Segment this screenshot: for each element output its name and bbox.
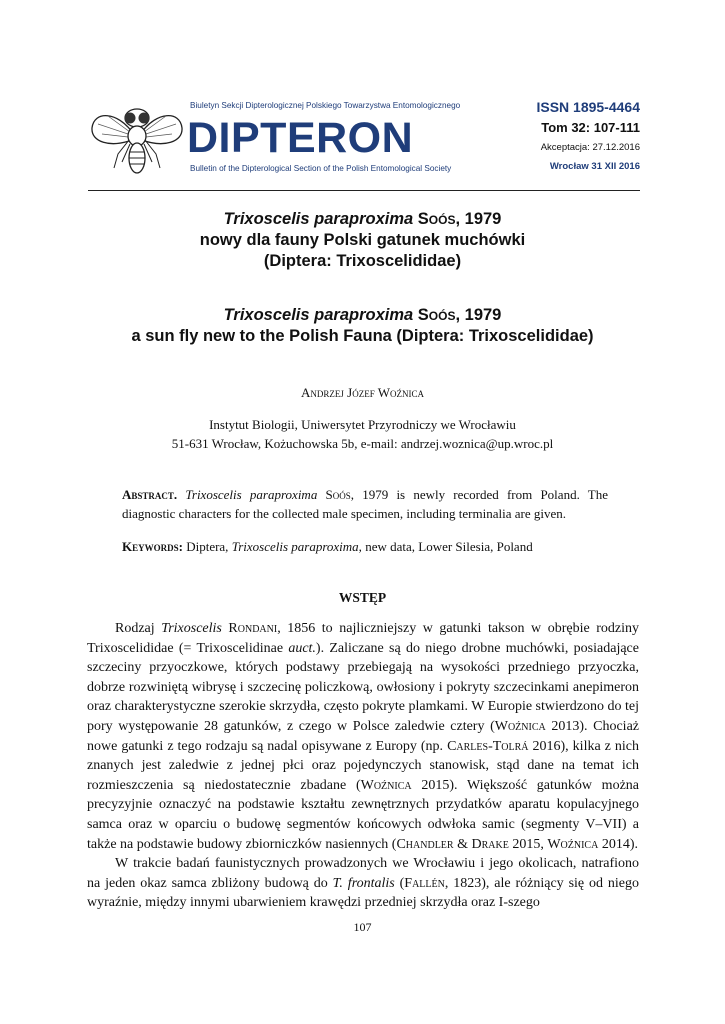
publication-place-date: Wrocław 31 XII 2016 xyxy=(549,161,640,172)
keywords-species: Trixoscelis paraproxima, xyxy=(231,539,362,554)
section-heading: WSTĘP xyxy=(338,590,387,605)
abstract-label: Abstract. xyxy=(122,487,178,502)
text-run: Rodzaj xyxy=(115,621,162,636)
citation-author: Woźnica xyxy=(360,777,412,793)
affiliation-line1: Instytut Biologii, Uniwersytet Przyrodniczy we Wrocławiu xyxy=(209,417,516,432)
text-run: W trakcie badań faunistycznych prowadzonych we Wrocławiu i jego okolicach, natrafiono na jeden okaz samca zbliżony budową do xyxy=(87,856,639,891)
text-run: ( xyxy=(394,875,405,891)
paragraph-1 xyxy=(87,619,639,854)
abstract-text: , 1979 is newly recorded from Poland. The diagnostic characters for the collected male specimen, including terminalia are given. xyxy=(122,487,609,521)
keywords-label: Keywords: xyxy=(122,539,183,554)
title-polish-line1 xyxy=(60,209,665,230)
genus-name: Trixoscelis xyxy=(161,621,222,636)
title-year: , 1979 xyxy=(455,210,502,228)
title-year: , 1979 xyxy=(455,306,502,324)
citation-author: Chandler xyxy=(396,836,454,852)
abstract-species-author: Soós xyxy=(325,487,351,502)
title-english-line2: a sun fly new to the Polish Fauna (Diptera: Trixoscelididae) xyxy=(131,327,594,345)
citation-author: Fallén xyxy=(404,875,445,891)
title-polish-line2: nowy dla fauny Polski gatunek muchówki xyxy=(199,231,526,249)
title-species: Trixoscelis paraproxima xyxy=(223,306,414,324)
text-run: , 1823), ale różniący się od niego wyraźnie, między innymi ubarwieniem krawędzi przedniej skrzydła oraz I-szego xyxy=(87,875,639,911)
citation-author: Woźnica xyxy=(547,836,599,852)
title-polish xyxy=(60,209,665,272)
text-run: & xyxy=(453,836,472,852)
title-species-author: Soós xyxy=(417,210,456,228)
journal-subtitle-en: Bulletin of the Dipterological Section of the Polish Entomological Society xyxy=(190,164,452,173)
title-english-line1 xyxy=(60,305,665,326)
citation-author: Woźnica xyxy=(494,718,546,734)
keywords-part1: Diptera, xyxy=(182,539,232,554)
citation-author: Carles-Tolrá xyxy=(447,738,529,754)
keywords xyxy=(122,538,608,557)
paragraph-2 xyxy=(87,854,639,913)
text-run: ). Zaliczane są do niego drobne muchówki, posiadające szczeciny przyoczkowe, których podstawy przebiegają na wysokości przedniego przyoczka, dobrze rozwiniętą wibrysę i szczecinę policzkową, owłosiony i pokryty szczecinkami anepimeron oraz charakterystyczne szerokie skrzydła, często pokryte plamkami. W Europie stwierdzono do tej pory występowanie 28 gatunków, z czego w Polsce zaledwie cztery ( xyxy=(87,640,639,734)
keywords-part2: new data, Lower Silesia, Poland xyxy=(361,539,533,554)
issn: ISSN 1895-4464 xyxy=(536,99,640,115)
affiliation xyxy=(60,415,665,453)
citation-author: Rondani xyxy=(228,621,278,636)
body-text xyxy=(87,619,639,913)
acceptance-date: Akceptacja: 27.12.2016 xyxy=(540,142,640,153)
text-run: 2015). Większość gatunków można precyzyjnie oznaczyć na podstawie kształtu zewnętrznych przydatków aparatu kopulacyjnego samca oraz w oparciu o budowę segmentów końcowych odwłoka samic (segmenty V–VII) a także na podstawie budowy zbiorniczków nasiennych ( xyxy=(87,777,639,852)
abstract-species: Trixoscelis paraproxima xyxy=(185,487,318,502)
volume-pages: Tom 32: 107-111 xyxy=(541,120,640,135)
text-run: 2015, xyxy=(508,836,548,852)
journal-subtitle-pl: Biuletyn Sekcji Dipterologicznej Polskiego Towarzystwa Entomologicznego xyxy=(190,101,461,110)
title-english xyxy=(60,305,665,347)
header-divider xyxy=(88,190,640,191)
fly-logo-icon xyxy=(88,102,186,180)
latin-term: auct. xyxy=(288,640,316,656)
text-run: 2014). xyxy=(598,836,638,852)
title-species: Trixoscelis paraproxima xyxy=(223,210,414,228)
text-run: 2016), kilka z nich znanych jest zaledwie z jednej płci oraz pojedynczych stanowisk, stąd dane na temat ich rozmieszczenia są niedostatecznie zbadane ( xyxy=(87,738,639,793)
title-species-author: Soós xyxy=(417,306,456,324)
citation-author: Drake xyxy=(471,836,509,852)
page-number: 107 xyxy=(353,920,372,934)
affiliation-line2: 51-631 Wrocław, Kożuchowska 5b, e-mail: andrzej.woznica@up.wroc.pl xyxy=(171,436,554,451)
author-name: Andrzej Józef Woźnica xyxy=(301,385,424,400)
abstract xyxy=(122,486,608,523)
text-run: 2013). Chociaż nowe gatunki z tego rodzaju są nadal opisywane z Europy (np. xyxy=(87,718,639,754)
journal-meta xyxy=(536,98,640,174)
title-polish-line3: (Diptera: Trixoscelididae) xyxy=(263,252,462,270)
journal-title: DIPTERON xyxy=(187,114,414,162)
journal-header xyxy=(88,96,640,188)
text-run: , 1856 to najliczniejszy w gatunki takson w obrębie rodziny Trixoscelididae (= Trixoscelidinae xyxy=(87,621,639,656)
species-name: T. frontalis xyxy=(332,875,395,891)
